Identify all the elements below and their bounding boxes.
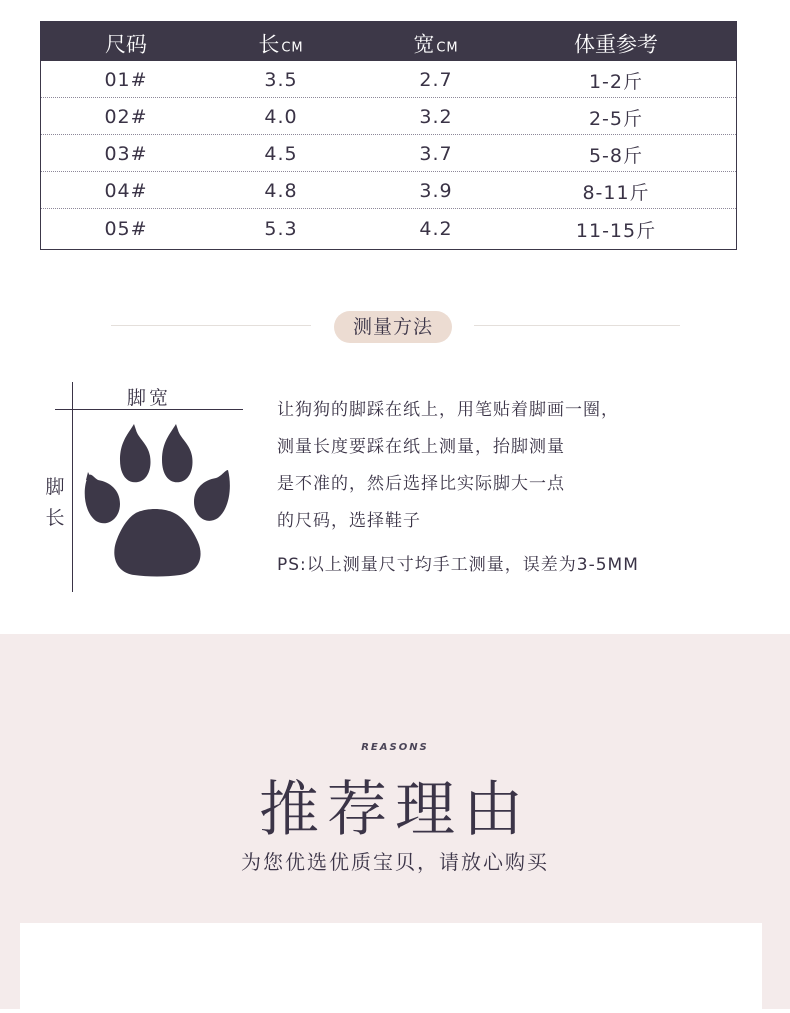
ps-note: PS:以上测量尺寸均手工测量，误差为3-5MM — [277, 555, 639, 575]
header-length-unit: CM — [281, 40, 304, 55]
paw-length-label-char: 脚 — [45, 476, 65, 498]
instruction-line: 的尺码，选择鞋子 — [277, 511, 421, 531]
table-row — [41, 172, 736, 209]
reasons-title: 推荐理由 — [259, 775, 531, 845]
length-cell: 4.0 — [264, 106, 298, 129]
content-card — [20, 923, 762, 1013]
width-axis-line — [55, 409, 243, 410]
table-row — [41, 135, 736, 172]
weight-cell: 8-11斤 — [582, 181, 650, 204]
width-cell: 3.9 — [419, 180, 453, 203]
size-cell: 03# — [104, 143, 148, 166]
instruction-line: 是不准的，然后选择比实际脚大一点 — [277, 474, 565, 494]
size-table-header — [41, 22, 736, 61]
size-cell: 05# — [104, 217, 148, 240]
method-title-pill: 测量方法 — [334, 311, 452, 343]
header-length: 长CM — [258, 32, 304, 56]
instruction-line: 让狗狗的脚踩在纸上，用笔贴着脚画一圈， — [277, 400, 619, 420]
size-cell: 02# — [104, 106, 148, 129]
width-cell: 4.2 — [419, 217, 453, 240]
header-size: 尺码 — [105, 32, 147, 56]
divider-line-left — [111, 325, 311, 326]
length-axis-line — [72, 382, 73, 592]
width-cell: 3.7 — [419, 143, 453, 166]
paw-print-icon — [82, 420, 232, 580]
table-row — [41, 98, 736, 135]
width-cell: 2.7 — [419, 69, 453, 92]
length-cell: 3.5 — [264, 69, 298, 92]
paw-length-label — [42, 472, 68, 534]
size-table — [40, 21, 737, 250]
header-width-unit: CM — [436, 40, 459, 55]
paw-width-label: 脚宽 — [127, 387, 172, 409]
divider-line-right — [474, 325, 680, 326]
length-cell: 4.8 — [264, 180, 298, 203]
header-weight: 体重参考 — [574, 32, 658, 56]
weight-cell: 1-2斤 — [588, 70, 644, 93]
instruction-line: 测量长度要踩在纸上测量，抬脚测量 — [277, 437, 565, 457]
weight-cell: 2-5斤 — [588, 107, 644, 130]
width-cell: 3.2 — [419, 106, 453, 129]
size-cell: 04# — [104, 180, 148, 203]
reasons-kicker: REASONS — [361, 742, 429, 753]
length-cell: 4.5 — [264, 143, 298, 166]
size-cell: 01# — [104, 69, 148, 92]
header-width: 宽CM — [413, 32, 459, 56]
reasons-subtitle: 为您优选优质宝贝，请放心购买 — [241, 850, 549, 874]
table-row — [41, 61, 736, 98]
measure-instructions — [277, 396, 639, 588]
paw-length-label-char: 长 — [45, 507, 65, 529]
weight-cell: 11-15斤 — [575, 219, 657, 242]
weight-cell: 5-8斤 — [588, 144, 644, 167]
length-cell: 5.3 — [264, 217, 298, 240]
table-row — [41, 209, 736, 246]
